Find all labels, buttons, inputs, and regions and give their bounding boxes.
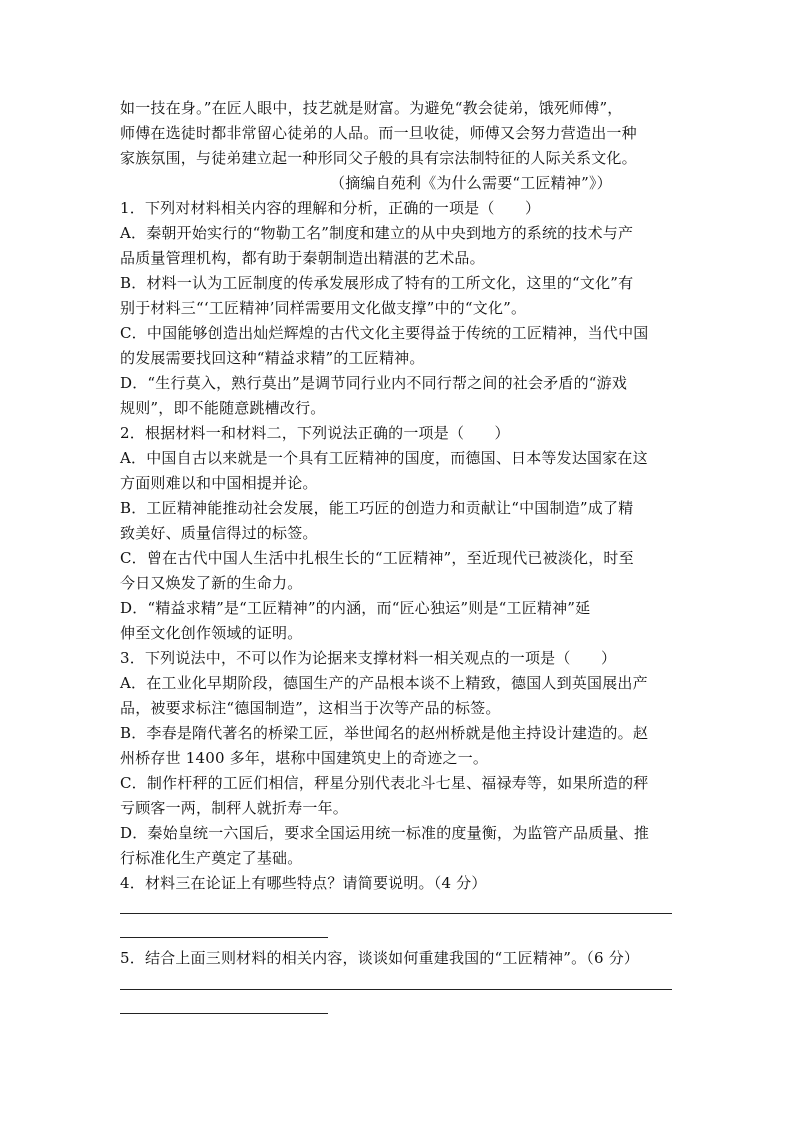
q2-option-d-cont: 伸至文化创作领域的证明。	[120, 624, 303, 642]
question-2-stem: 2．根据材料一和材料二，下列说法正确的一项是（ ）	[120, 424, 510, 442]
intro-line: 家族氛围，与徒弟建立起一种形同父子般的具有宗法制特征的人际关系文化。	[120, 149, 637, 167]
answer-line[interactable]	[120, 989, 672, 990]
q2-option-c: C．曾在古代中国人生活中扎根生长的“工匠精神”，至近现代已被淡化，时至	[120, 549, 634, 567]
q3-option-b: B．李春是隋代著名的桥梁工匠，举世闻名的赵州桥就是他主持设计建造的。赵	[120, 724, 649, 742]
q2-option-c-cont: 今日又焕发了新的生命力。	[120, 574, 303, 592]
q3-option-d-cont: 行标准化生产奠定了基础。	[120, 849, 303, 867]
answer-line-short[interactable]	[120, 1013, 328, 1014]
q1-option-d: D．“生行莫入，熟行莫出”是调节同行业内不同行帮之间的社会矛盾的“游戏	[120, 374, 628, 392]
intro-line: 如一技在身。”在匠人眼中，技艺就是财富。为避免“教会徒弟，饿死师傅”，	[120, 99, 623, 117]
q1-option-c-cont: 的发展需要找回这种“精益求精”的工匠精神。	[120, 349, 425, 367]
q3-option-c: C．制作杆秤的工匠们相信，秤星分别代表北斗七星、福禄寿等，如果所造的秤	[120, 774, 649, 792]
question-3-stem: 3．下列说法中，不可以作为论据来支撑材料一相关观点的一项是（ ）	[120, 649, 617, 667]
q2-option-d: D．“精益求精”是“工匠精神”的内涵，而“匠心独运”则是“工匠精神”延	[120, 599, 591, 617]
q2-option-b-cont: 致美好、质量信得过的标签。	[120, 524, 318, 542]
q2-option-a: A．中国自古以来就是一个具有工匠精神的国度，而德国、日本等发达国家在这	[120, 449, 648, 467]
q1-option-a-cont: 品质量管理机构，都有助于秦朝制造出精湛的艺术品。	[120, 249, 485, 267]
question-1-stem: 1．下列对材料相关内容的理解和分析，正确的一项是（ ）	[120, 199, 541, 217]
q2-option-b: B．工匠精神能推动社会发展，能工巧匠的创造力和贡献让“中国制造”成了精	[120, 499, 634, 517]
q3-option-c-cont: 亏顾客一两，制秤人就折寿一年。	[120, 799, 349, 817]
intro-line: 师傅在选徒时都非常留心徒弟的人品。而一旦收徒，师傅又会努力营造出一种	[120, 124, 637, 142]
q3-option-b-cont: 州桥存世 1400 多年，堪称中国建筑史上的奇迹之一。	[120, 749, 489, 767]
q3-option-a-cont: 品，被要求标注“德国制造”，这相当于次等产品的标签。	[120, 699, 501, 717]
q1-option-d-cont: 规则”，即不能随意跳槽改行。	[120, 399, 326, 417]
q3-option-d: D．秦始皇统一六国后，要求全国运用统一标准的度量衡，为监管产品质量、推	[120, 824, 650, 842]
q2-option-a-cont: 方面则难以和中国相提并论。	[120, 474, 318, 492]
answer-line[interactable]	[120, 913, 672, 914]
question-4-stem: 4．材料三在论证上有哪些特点？请简要说明。（4 分）	[120, 874, 487, 892]
q1-option-c: C．中国能够创造出灿烂辉煌的古代文化主要得益于传统的工匠精神，当代中国	[120, 324, 649, 342]
q3-option-a: A．在工业化早期阶段，德国生产的产品根本谈不上精致，德国人到英国展出产	[120, 674, 648, 692]
question-5-stem: 5．结合上面三则材料的相关内容，谈谈如何重建我国的“工匠精神”。（6 分）	[120, 949, 640, 967]
q1-option-b-cont: 别于材料三“‘工匠精神’同样需要用文化做支撑”中的“文化”。	[120, 299, 527, 317]
source-citation: （摘编自苑利《为什么需要“工匠精神”》）	[330, 174, 612, 192]
answer-line-short[interactable]	[120, 937, 328, 938]
q1-option-a: A．秦朝开始实行的“物勒工名”制度和建立的从中央到地方的系统的技术与产	[120, 224, 634, 242]
q1-option-b: B．材料一认为工匠制度的传承发展形成了特有的工所文化，这里的“文化”有	[120, 274, 634, 292]
